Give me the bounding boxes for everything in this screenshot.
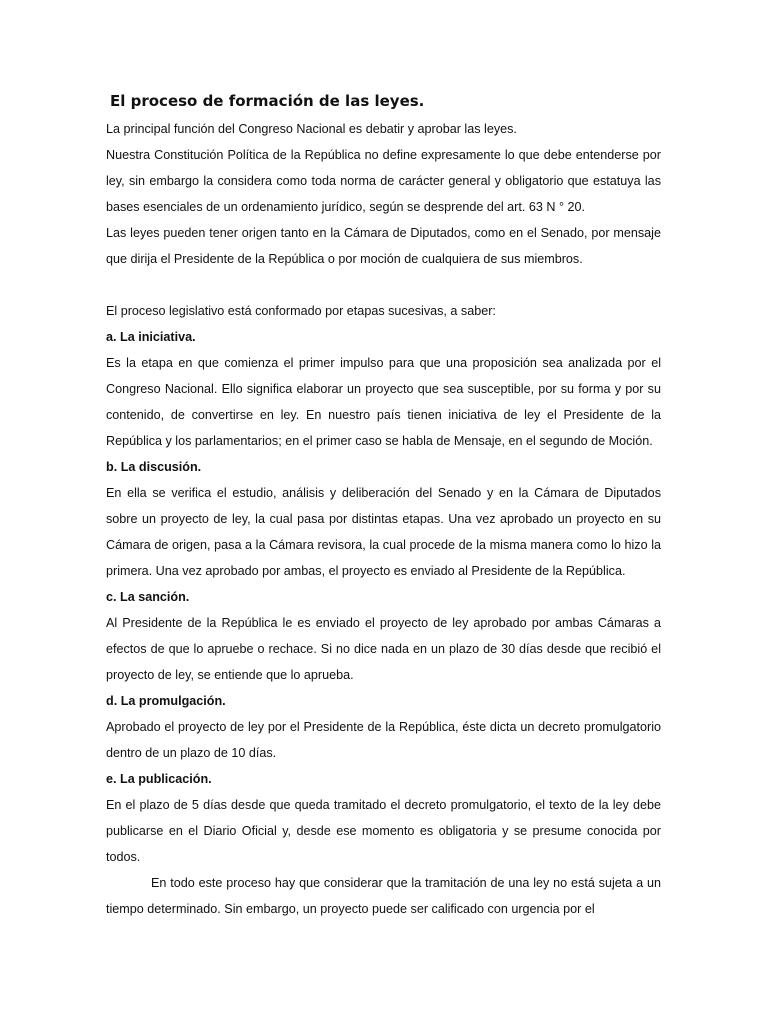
paragraph-constitution: Nuestra Constitución Política de la República no define expresamente lo que debe entenderse por ley, sin embargo la considera como toda norma de carácter general y obligatorio que estatuya las bases esenciales de un ordenamiento jurídico, según se desprende del art. 63 N ° 20. (106, 148, 661, 214)
paragraph-discusion: En ella se verifica el estudio, análisis y deliberación del Senado y en la Cámara de Diputados sobre un proyecto de ley, la cual pasa por distintas etapas. Una vez aprobado un proyecto en su Cámara de origen, pasa a la Cámara revisora, la cual procede de la misma manera como lo hizo la primera. Una vez aprobado por ambas, el proyecto es enviado al Presidente de la República. (106, 486, 661, 578)
paragraph-sancion: Al Presidente de la República le es enviado el proyecto de ley aprobado por ambas Cámaras a efectos de que lo apruebe o rechace. Si no dice nada en un plazo de 30 días desde que recibió el proyecto de ley, se entiende que lo aprueba. (106, 616, 661, 682)
document-body (106, 116, 661, 922)
paragraph-iniciativa: Es la etapa en que comienza el primer impulso para que una proposición sea analizada por el Congreso Nacional. Ello significa elaborar un proyecto que sea susceptible, por su forma y por su contenido, de convertirse en ley. En nuestro país tienen iniciativa de ley el Presidente de la República y los parlamentarios; en el primer caso se habla de Mensaje, en el segundo de Moción. (106, 356, 661, 448)
paragraph-spacer (106, 272, 661, 298)
document-title: El proceso de formación de las leyes. (110, 92, 425, 110)
paragraph-intro: La principal función del Congreso Nacional es debatir y aprobar las leyes. (106, 122, 517, 136)
section-heading-discusion: b. La discusión. (106, 460, 202, 474)
section-heading-publicacion: e. La publicación. (106, 772, 212, 786)
paragraph-stages-intro: El proceso legislativo está conformado por etapas sucesivas, a saber: (106, 304, 496, 318)
section-heading-promulgacion: d. La promulgación. (106, 694, 226, 708)
paragraph-promulgacion: Aprobado el proyecto de ley por el Presidente de la República, éste dicta un decreto promulgatorio dentro de un plazo de 10 días. (106, 720, 661, 760)
paragraph-conclusion: En todo este proceso hay que considerar que la tramitación de una ley no está sujeta a un tiempo determinado. Sin embargo, un proyecto puede ser calificado con urgencia por el (106, 876, 661, 916)
paragraph-origin: Las leyes pueden tener origen tanto en la Cámara de Diputados, como en el Senado, por mensaje que dirija el Presidente de la República o por moción de cualquiera de sus miembros. (106, 226, 661, 266)
section-heading-iniciativa: a. La iniciativa. (106, 330, 196, 344)
paragraph-publicacion: En el plazo de 5 días desde que queda tramitado el decreto promulgatorio, el texto de la ley debe publicarse en el Diario Oficial y, desde ese momento es obligatoria y se presume conocida por todos. (106, 798, 661, 864)
section-heading-sancion: c. La sanción. (106, 590, 190, 604)
